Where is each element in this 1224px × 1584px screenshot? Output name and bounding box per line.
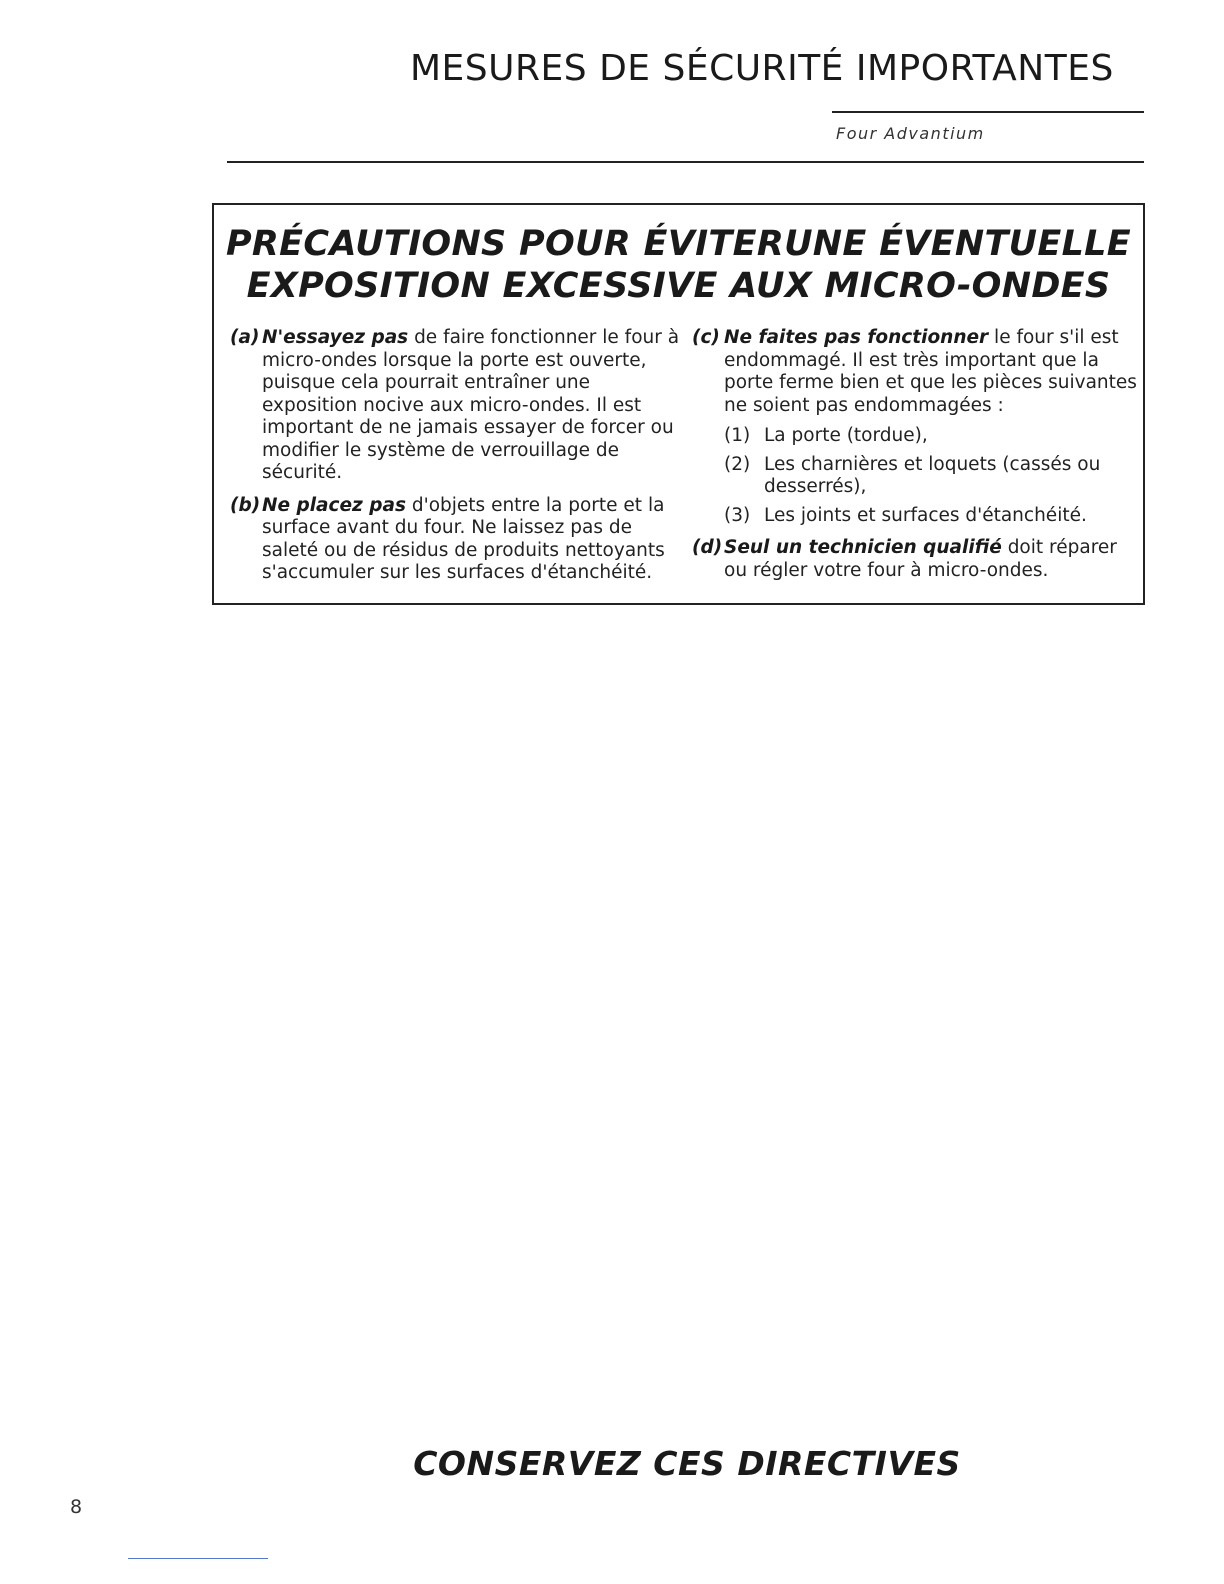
damaged-parts-list [724, 425, 1142, 527]
save-instructions-heading: CONSERVEZ CES DIRECTIVES [413, 1444, 961, 1483]
warning-heading-line1: PRÉCAUTIONS POUR ÉVITERUNE ÉVENTUELLE [225, 224, 1131, 264]
page-number: 8 [70, 1496, 83, 1518]
warning-heading-line2: EXPOSITION EXCESSIVE AUX MICRO-ONDES [246, 266, 1111, 306]
page-title: MESURES DE SÉCURITÉ IMPORTANTES [410, 48, 1114, 89]
item-letter: (a) [230, 327, 260, 348]
header-short-rule [832, 111, 1144, 113]
subitem-text: La porte (tordue), [764, 425, 928, 446]
item-text: le four s'il est endommagé. Il est très important que la porte ferme bien et que les pièces suivantes ne soient pas endommagées : [724, 327, 1137, 416]
subitem-number: (2) [724, 453, 751, 475]
page-subtitle: Four Advantium [836, 124, 985, 143]
footer-link-underline [128, 1558, 268, 1559]
item-letter: (b) [230, 494, 261, 516]
subitem-number: (3) [724, 504, 751, 526]
list-item [724, 505, 1142, 528]
warning-item-a [230, 327, 685, 485]
item-lead: Ne faites pas fonctionner [724, 327, 989, 348]
item-text: de faire fonctionner le four à micro-ondes lorsque la porte est ouverte, puisque cela pourrait entraîner une exposition nocive aux micro-ondes. Il est important de ne jamais essayer de forcer ou modifier le système de verrouillage de sécurité. [262, 327, 680, 483]
header-long-rule [227, 161, 1144, 163]
item-text: d'objets entre la porte et la surface avant du four. Ne laissez pas de saleté ou de résidus de produits nettoyants s'accumuler sur les surfaces d'étanchéité. [262, 494, 665, 583]
warning-item-b [230, 495, 685, 585]
warning-heading [214, 223, 1143, 307]
list-item [724, 425, 1142, 448]
warning-item-c [692, 327, 1142, 527]
warning-column-left [230, 327, 685, 595]
item-lead: N'essayez pas [262, 327, 409, 348]
warning-box [212, 203, 1145, 605]
warning-column-right [692, 327, 1142, 592]
warning-item-d [692, 537, 1142, 582]
subitem-text: Les joints et surfaces d'étanchéité. [764, 504, 1087, 526]
item-text: doit réparer ou régler votre four à micro-ondes. [724, 537, 1117, 581]
subitem-number: (1) [724, 425, 751, 446]
subitem-text: Les charnières et loquets (cassés ou desserrés), [764, 453, 1101, 497]
item-letter: (d) [692, 537, 723, 558]
item-lead: Seul un technicien qualifié [724, 537, 1002, 558]
list-item [724, 454, 1142, 499]
item-lead: Ne placez pas [262, 494, 406, 516]
item-letter: (c) [692, 327, 720, 348]
